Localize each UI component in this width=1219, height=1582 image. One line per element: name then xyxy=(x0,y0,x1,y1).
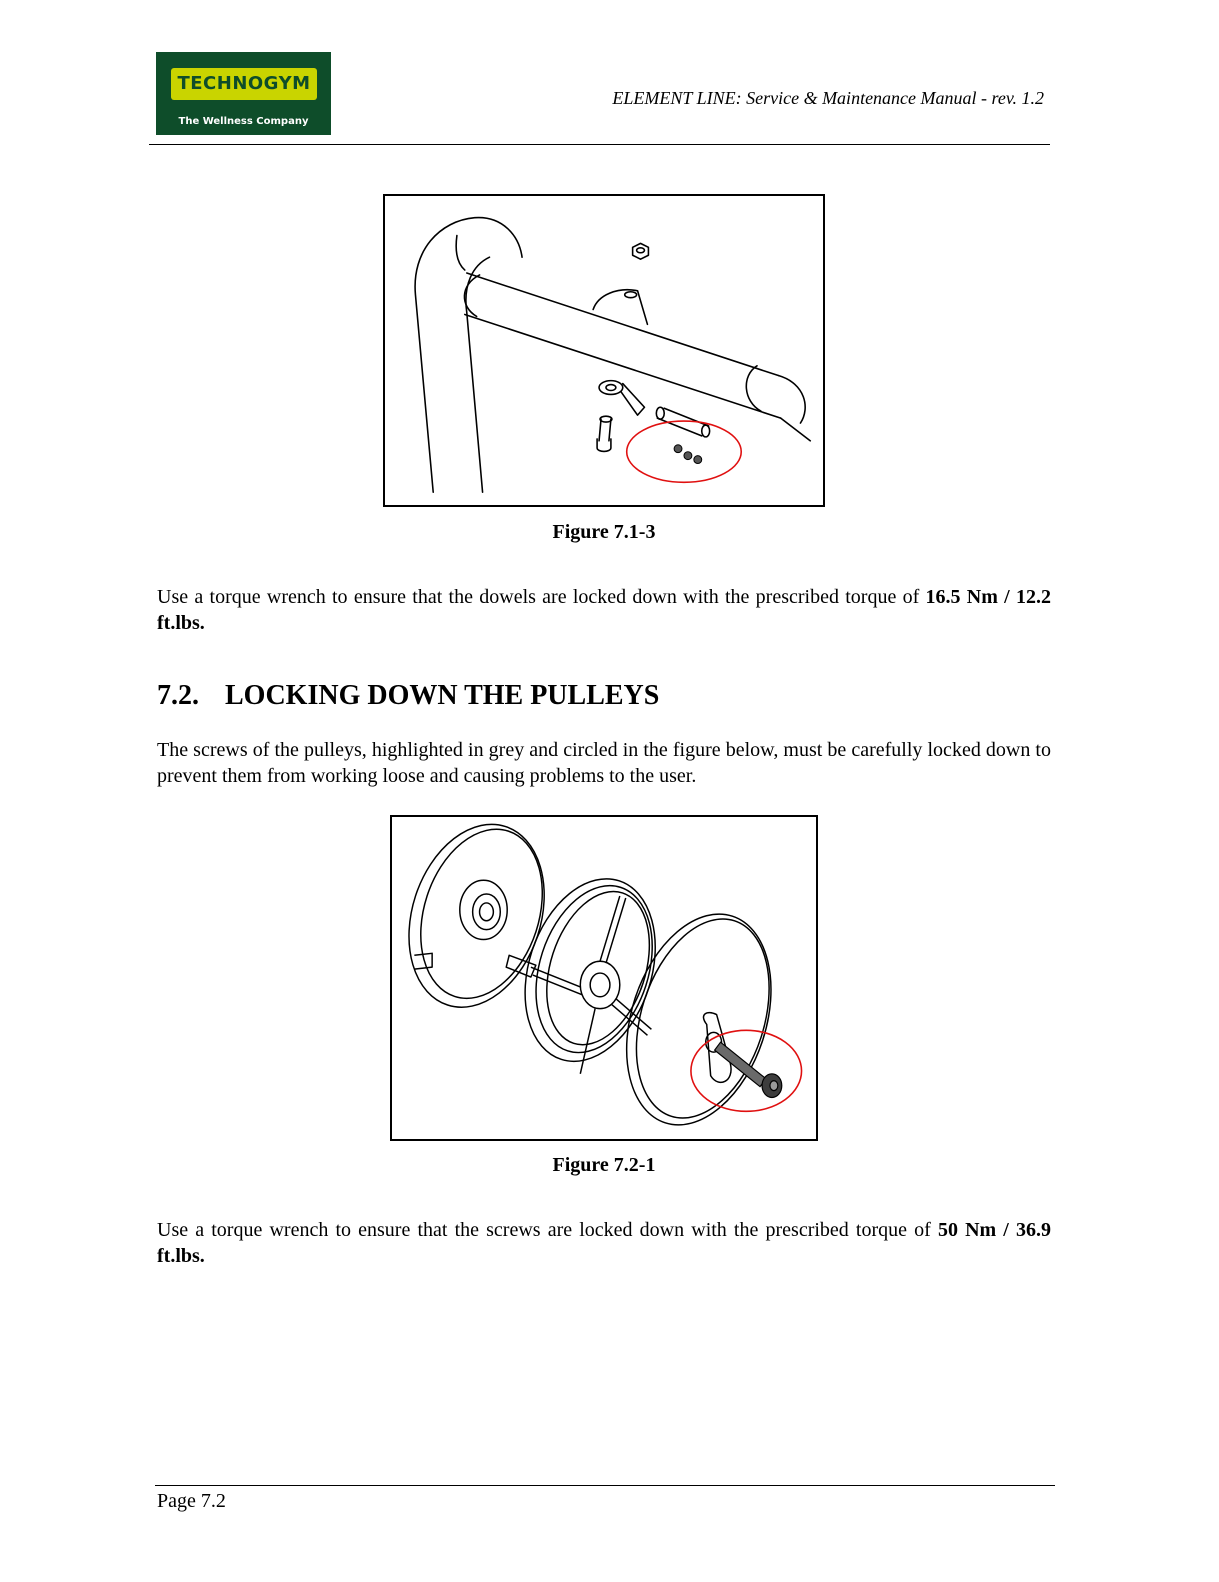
figure-frame-bar-mount xyxy=(383,194,825,507)
section-heading xyxy=(157,680,659,712)
highlight-circle xyxy=(627,421,742,482)
logo-badge xyxy=(171,68,317,100)
figure-frame-pulley xyxy=(390,815,818,1141)
header-divider xyxy=(149,144,1050,145)
bar-mount-illustration xyxy=(385,196,823,505)
page-number: Page 7.2 xyxy=(157,1490,226,1512)
logo-brand: TECHNOGYM xyxy=(177,73,311,94)
torque-value: 16.5 Nm / 12.2 ft.lbs. xyxy=(157,586,1051,634)
section-number: 7.2. xyxy=(157,680,199,711)
paragraph-pulley-screws: The screws of the pulleys, highlighted in grey and circled in the figure below, must be carefully locked down to prevent them from working loose and causing problems to the user. xyxy=(157,739,1051,787)
document-title: ELEMENT LINE: Service & Maintenance Manual - rev. 1.2 xyxy=(612,88,1044,108)
figure-caption-1: Figure 7.1-3 xyxy=(552,521,656,543)
figure-caption-2: Figure 7.2-1 xyxy=(552,1154,656,1176)
technogym-logo xyxy=(156,52,331,135)
torque-value: 50 Nm / 36.9 ft.lbs. xyxy=(157,1219,1051,1267)
logo-tagline: The Wellness Company xyxy=(178,116,309,127)
paragraph-dowel-torque xyxy=(157,584,1051,636)
footer-divider xyxy=(155,1485,1055,1486)
paragraph-text: Use a torque wrench to ensure that the screws are locked down with the prescribed torque of xyxy=(157,1219,938,1241)
paragraph-screw-torque xyxy=(157,1217,1051,1269)
paragraph-text: Use a torque wrench to ensure that the dowels are locked down with the prescribed torque of xyxy=(157,586,926,608)
section-title: LOCKING DOWN THE PULLEYS xyxy=(225,680,660,711)
pulley-illustration xyxy=(392,817,816,1139)
